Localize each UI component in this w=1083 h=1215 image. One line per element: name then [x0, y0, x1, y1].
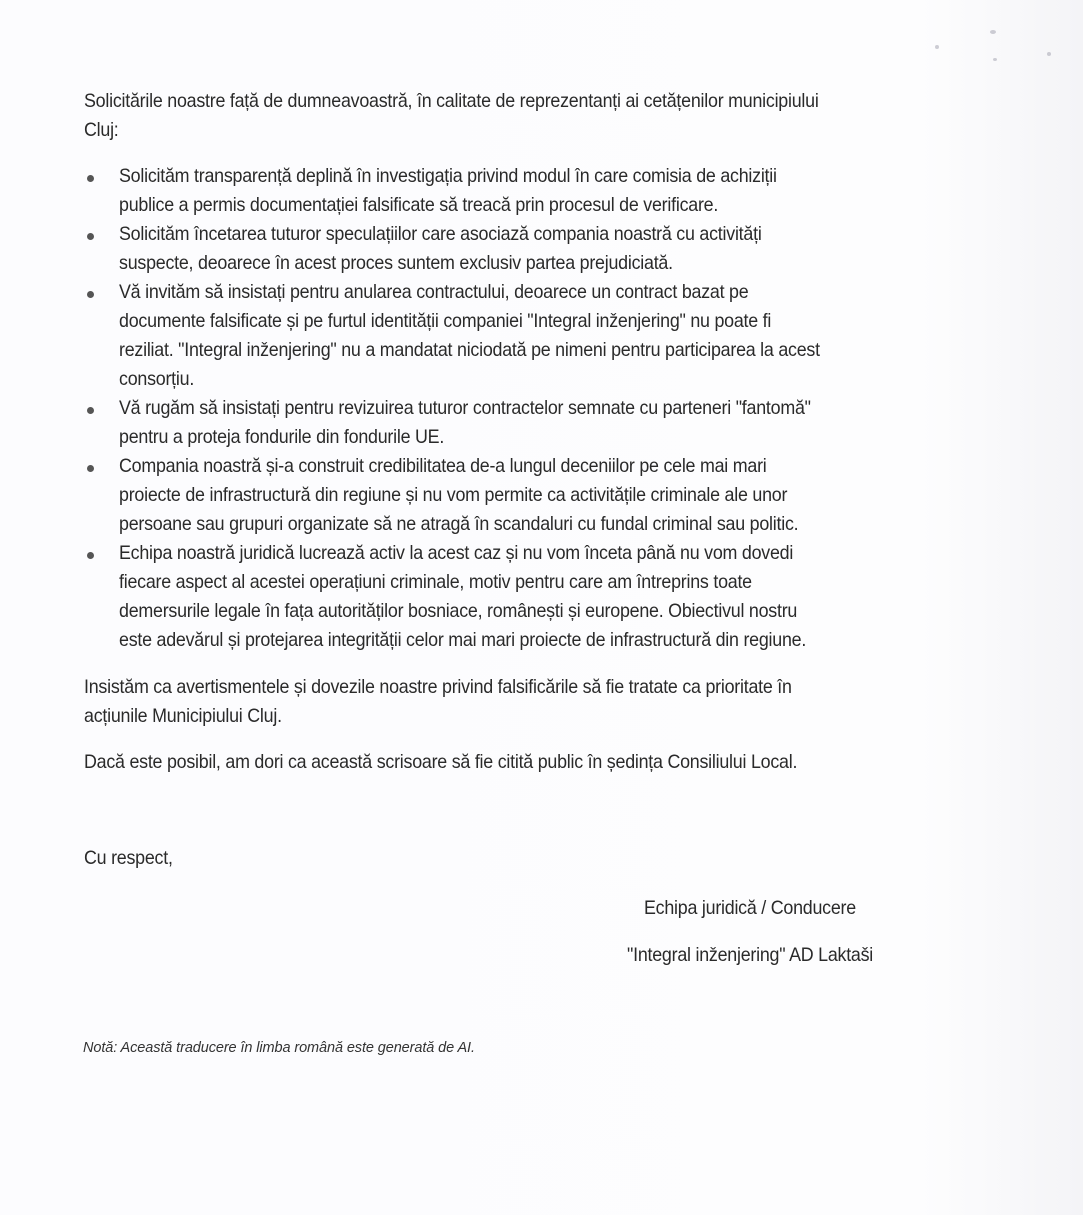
translation-note: Notă: Această traducere în limba română este generată de AI. — [83, 1040, 475, 1056]
request-item-transparency — [84, 162, 873, 220]
request-line: fiecare aspect al acestei operațiuni criminale, motiv pentru care am întreprins toate — [119, 572, 752, 593]
paragraph-line: Dacă este posibil, am dori ca această scrisoare să fie citită public în ședința Consiliului Local. — [84, 752, 798, 773]
request-line: Compania noastră și-a construit credibilitatea de-a lungul deceniilor pe cele mai mari — [119, 456, 767, 477]
request-line: demersurile legale în fața autorităților bosniace, românești și europene. Obiectivul nostru — [119, 601, 798, 622]
request-line: Echipa noastră juridică lucrează activ la acest caz și nu vom înceta până nu vom dovedi — [119, 543, 794, 564]
scan-speck — [993, 58, 997, 61]
request-item-contract-annulment — [84, 278, 873, 394]
bullet-icon — [87, 291, 94, 298]
signature-team — [644, 894, 872, 923]
request-line: Solicităm încetarea tuturor speculațiilor care asociază compania noastră cu activități — [119, 224, 762, 245]
request-line: consorțiu. — [119, 369, 195, 390]
intro-line: Solicitările noastre față de dumneavoastră, în calitate de reprezentanți ai cetățenilor municipiului — [84, 91, 819, 112]
scan-speck — [990, 30, 996, 34]
intro-paragraph — [84, 87, 1083, 145]
request-line: suspecte, deoarece în acest proces suntem exclusiv partea prejudiciată. — [119, 253, 673, 274]
scan-speck — [1047, 52, 1051, 56]
closing-text: Cu respect, — [84, 848, 173, 869]
request-line: Vă rugăm să insistați pentru revizuirea tuturor contractelor semnate cu parteneri "fantomă" — [119, 398, 811, 419]
request-line: Solicităm transparență deplină în investigația privind modul în care comisia de achiziții — [119, 166, 777, 187]
request-item-credibility — [84, 452, 873, 539]
request-line: persoane sau grupuri organizate să ne atragă în scandaluri cu fundal criminal sau politic. — [119, 514, 799, 535]
request-line: publice a permis documentației falsificate să treacă prin procesul de verificare. — [119, 195, 719, 216]
signature-company — [627, 941, 892, 970]
request-item-contract-review — [84, 394, 873, 452]
signature-team-text: Echipa juridică / Conducere — [644, 898, 856, 919]
request-line: pentru a proteja fondurile din fondurile UE. — [119, 427, 445, 448]
request-item-stop-speculation — [84, 220, 873, 278]
priority-paragraph — [84, 673, 845, 731]
bullet-icon — [87, 175, 94, 182]
paragraph-line: Insistăm ca avertismentele și dovezile noastre privind falsificările să fie tratate ca prioritate în — [84, 677, 792, 698]
request-line: Vă invităm să insistați pentru anularea contractului, deoarece un contract bazat pe — [119, 282, 749, 303]
intro-line: Cluj: — [84, 120, 119, 141]
bullet-icon — [87, 407, 94, 414]
paragraph-line: acțiunile Municipiului Cluj. — [84, 706, 282, 727]
request-line: reziliat. "Integral inženjering" nu a mandatat niciodată pe nimeni pentru participarea la acest — [119, 340, 820, 361]
closing-salutation — [84, 844, 179, 873]
request-line: proiecte de infrastructură din regiune și nu vom permite ca activitățile criminale ale unor — [119, 485, 788, 506]
bullet-icon — [87, 233, 94, 240]
request-line: este adevărul și protejarea integrității celor mai mari proiecte de infrastructură din regiune. — [119, 630, 807, 651]
signature-company-text: "Integral inženjering" AD Laktaši — [627, 945, 874, 966]
requests-list — [84, 162, 873, 655]
bullet-icon — [87, 465, 94, 472]
request-item-legal-team — [84, 539, 873, 655]
public-reading-paragraph — [84, 748, 851, 777]
scan-speck — [935, 45, 939, 49]
bullet-icon — [87, 552, 94, 559]
request-line: documente falsificate și pe furtul identității companiei "Integral inženjering" nu poate fi — [119, 311, 772, 332]
